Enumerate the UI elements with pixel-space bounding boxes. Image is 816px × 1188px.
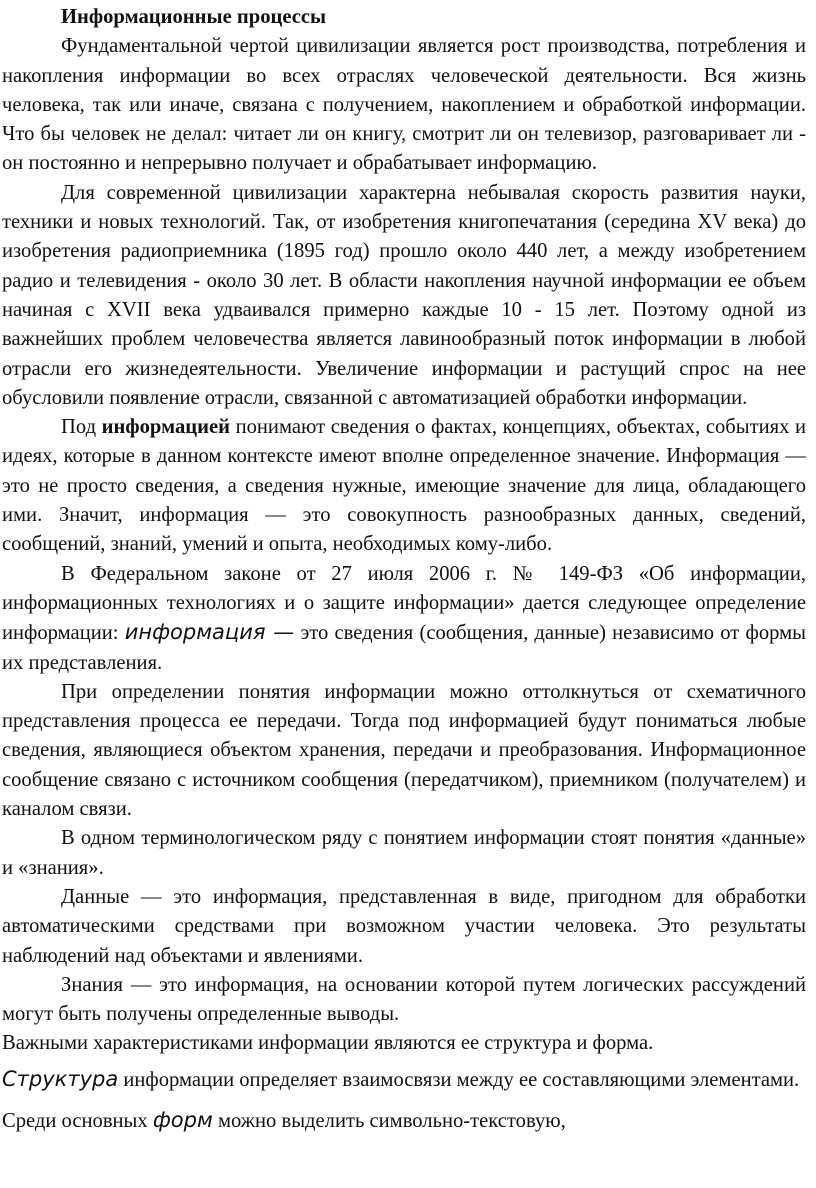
paragraph-10-end: можно выделить символьно-текстовую, [212, 1109, 566, 1132]
paragraph-10-mid: информации определяет взаимосвязи между ее составляющими элементами. Среди основных [2, 1068, 800, 1132]
paragraph-7: Данные — это информация, представленная в виде, пригодном для обработки автоматическими средствами при возможном участии человека. Это результаты наблюдений над объектами и явлениями. [2, 885, 806, 967]
paragraph-3-rest: понимают сведения о фактах, концепциях, объектах, событиях и идеях, которые в данном контексте имеют вполне определенное значение. Информация — это не просто сведения, а сведения нужные, имеющие значение для лица, обладающего ими. Значит, информация — это совокупность разнообразных данных, сведений, сообщений, знаний, умений и опыта, необходимых кому-либо. [2, 416, 806, 556]
paragraph-10 [0, 1059, 806, 1141]
paragraph-5: При определении понятия информации можно оттолкнуться от схематичного представления процесса ее передачи. Тогда под информацией будут пониматься любые сведения, являющиеся объектом хранения, передачи и преобразования. Информационное сообщение связано с источником сообщения (передатчиком), приемником (получателем) и каналом связи. [2, 680, 806, 821]
definition-term: информация — [124, 620, 295, 645]
term-information: информацией [101, 416, 230, 439]
paragraph-9: Важными характеристиками информации являются ее структура и форма. [2, 1032, 654, 1055]
page-title: Информационные процессы [61, 6, 327, 28]
paragraph-3 [0, 413, 806, 559]
paragraph-2: Для современной цивилизации характерна небывалая скорость развития науки, техники и новых технологий. Так, от изобретения книгопечатания (середина XV века) до изобретения радиоприемника (1895 год) прошло около 440 лет, а между изобретением радио и телевидения - около 30 лет. В области накопления научной информации ее объем начиная с XVII века удваивался примерно каждые 10 - 15 лет. Поэтому одной из важнейших проблем человечества является лавинообразный поток информации в любой отрасли его жизнедеятельности. Увеличение информации и растущий спрос на нее обусловили появление отрасли, связанной с автоматизацией обработки информации. [2, 181, 806, 409]
paragraph-4-start: В Федеральном законе от 27 июля 2006 г. № 149-ФЗ «Об информации, информационных технологиях и о защите информации» дается следующее определение информации: [2, 562, 806, 645]
term-forms: форм [152, 1107, 213, 1132]
paragraph-3-lead: Под [61, 416, 102, 439]
paragraph-6: В одном терминологическом ряду с понятием информации стоят понятия «данные» и «знания». [2, 827, 806, 879]
term-structure: Структура [2, 1066, 119, 1091]
paragraph-4 [0, 560, 806, 678]
paragraph-4-end: это сведения (сообщения, данные) независимо от формы их представления. [2, 622, 806, 674]
paragraph-8: Знания — это информация, на основании которой путем логических рассуждений могут быть получены определенные выводы. [2, 973, 806, 1026]
paragraph-1: Фундаментальной чертой цивилизации является рост производства, потребления и накопления информации во всех отраслях человеческой деятельности. Вся жизнь человека, так или иначе, связана с получением, накоплением и обработкой информации. Что бы человек не делал: читает ли он книгу, смотрит ли он телевизор, разговаривает ли - он постоянно и непрерывно получает и обрабатывает информацию. [2, 35, 806, 175]
